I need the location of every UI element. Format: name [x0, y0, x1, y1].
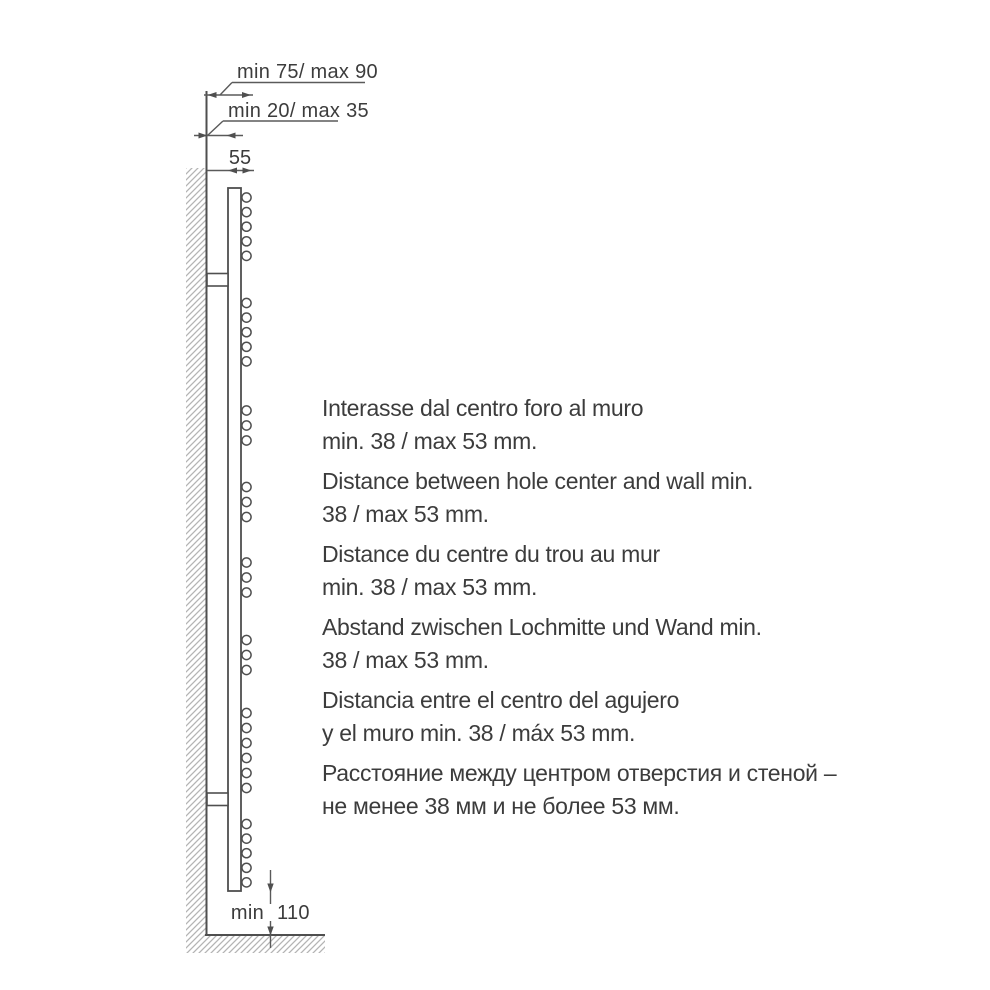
tube-end	[242, 421, 251, 430]
tube-end	[242, 768, 251, 777]
dimension-top-outer	[204, 61, 378, 98]
radiator-panel	[228, 188, 241, 891]
leader-line-outer	[220, 83, 365, 96]
tube-end	[242, 342, 251, 351]
tube-end	[242, 849, 251, 858]
arrow-down-icon	[267, 884, 273, 893]
tube-end	[242, 406, 251, 415]
tube-end	[242, 878, 251, 887]
note-english	[322, 465, 882, 531]
note-line: min. 38 / max 53 mm.	[322, 574, 538, 600]
dim-top-outer-label: min 75/ max 90	[237, 61, 378, 83]
tube-end	[242, 723, 251, 732]
note-line: Расстояние между центром отверстия и стеной –	[322, 760, 837, 786]
leader-line-inner	[208, 121, 339, 136]
tube-end	[242, 863, 251, 872]
note-line: 38 / max 53 mm.	[322, 501, 489, 527]
tube-end	[242, 512, 251, 521]
note-line: Distance between hole center and wall min.	[322, 468, 754, 494]
note-french	[322, 538, 882, 604]
tube-end	[242, 558, 251, 567]
dim-bottom-label-min: min	[230, 902, 264, 924]
note-line: Distancia entre el centro del agujero	[322, 687, 680, 713]
tube-end	[242, 208, 251, 217]
note-line: Abstand zwischen Lochmitte und Wand min.	[322, 614, 762, 640]
tube-end	[242, 251, 251, 260]
note-german	[322, 611, 882, 677]
tube-end	[242, 328, 251, 337]
tube-circles	[242, 193, 251, 887]
tube-end	[242, 436, 251, 445]
note-line: 38 / max 53 mm.	[322, 647, 489, 673]
tube-end	[242, 357, 251, 366]
note-russian	[322, 757, 882, 823]
arrow-right-icon	[242, 92, 251, 98]
note-spanish	[322, 684, 882, 750]
tube-end	[242, 819, 251, 828]
tube-end	[242, 193, 251, 202]
tube-end	[242, 222, 251, 231]
tube-end	[242, 738, 251, 747]
tube-end	[242, 482, 251, 491]
dim-depth-label: 55	[228, 147, 252, 169]
tube-end	[242, 665, 251, 674]
note-line: min. 38 / max 53 mm.	[322, 428, 538, 454]
arrow-left-icon	[227, 133, 236, 139]
tube-end	[242, 650, 251, 659]
note-line: Distance du centre du trou au mur	[322, 541, 660, 567]
dim-top-inner-label: min 20/ max 35	[228, 100, 369, 122]
bracket-bottom	[207, 793, 228, 806]
tube-end	[242, 783, 251, 792]
tube-end	[242, 635, 251, 644]
tube-end	[242, 497, 251, 506]
note-line: Interasse dal centro foro al muro	[322, 395, 644, 421]
tube-end	[242, 237, 251, 246]
note-line: не менее 38 мм и не более 53 мм.	[322, 793, 680, 819]
dim-bottom-label-value: 110	[277, 902, 310, 924]
note-italian	[322, 392, 882, 458]
tube-end	[242, 588, 251, 597]
tube-end	[242, 298, 251, 307]
note-line: y el muro min. 38 / máx 53 mm.	[322, 720, 636, 746]
tube-end	[242, 834, 251, 843]
installation-notes	[322, 392, 882, 830]
tube-end	[242, 753, 251, 762]
tube-end	[242, 573, 251, 582]
bracket-top	[207, 274, 228, 287]
tube-end	[242, 313, 251, 322]
dimension-top-inner	[194, 100, 369, 139]
arrow-left-icon	[208, 92, 217, 98]
dimension-depth	[207, 147, 254, 174]
tube-end	[242, 708, 251, 717]
